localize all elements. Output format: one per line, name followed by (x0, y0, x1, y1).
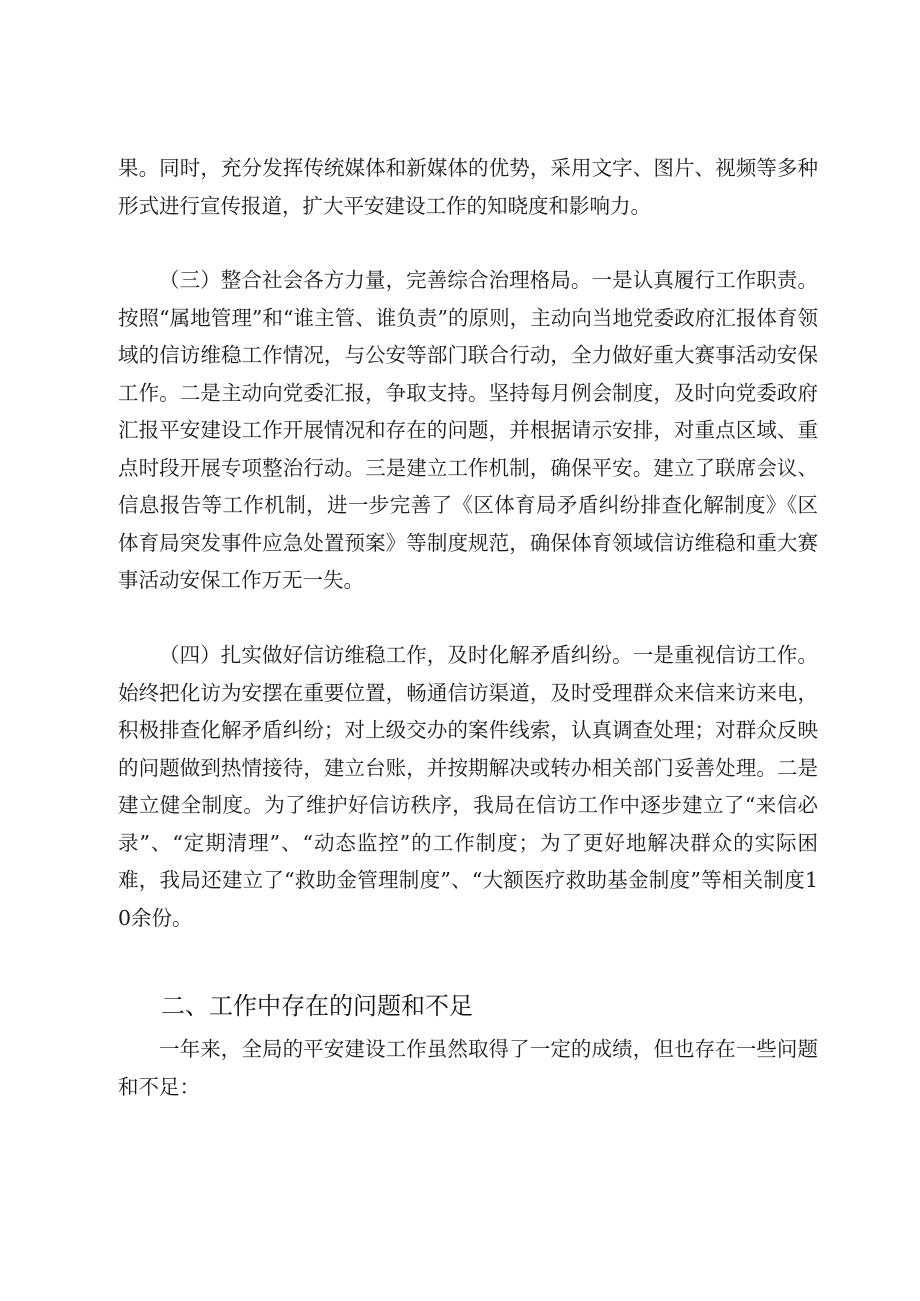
paragraph-section-three: （三）整合社会各方力量，完善综合治理格局。一是认真履行工作职责。按照“属地管理”和“谁主管、谁负责”的原则，主动向当地党委政府汇报体育领域的信访维稳工作情况，与公安等部门联合行动，全力做好重大赛事活动安保工作。二是主动向党委汇报，争取支持。坚持每月例会制度，及时向党委政府汇报平安建设工作开展情况和存在的问题，并根据请示安排，对重点区域、重点时段开展专项整治行动。三是建立工作机制，确保平安。建立了联席会议、信息报告等工作机制，进一步完善了《区体育局矛盾纠纷排查化解制度》《区体育局突发事件应急处置预案》等制度规范，确保体育领域信访维稳和重大赛事活动安保工作万无一失。 (118, 268, 818, 592)
paragraph-publicity-continuation: 果。同时，充分发挥传统媒体和新媒体的优势，采用文字、图片、视频等多种形式进行宣传报道，扩大平安建设工作的知晓度和影响力。 (118, 156, 818, 218)
paragraph-problems-intro: 一年来，全局的平安建设工作虽然取得了一定的成绩，但也存在一些问题和不足： (118, 1037, 818, 1099)
section-heading-problems: 二、工作中存在的问题和不足 (161, 992, 473, 1020)
paragraph-section-four: （四）扎实做好信访维稳工作，及时化解矛盾纠纷。一是重视信访工作。始终把化访为安摆在重要位置，畅通信访渠道，及时受理群众来信来访来电，积极排查化解矛盾纠纷；对上级交办的案件线索，认真调查处理；对群众反映的问题做到热情接待，建立台账，并按期解决或转办相关部门妥善处理。二是建立健全制度。为了维护好信访秩序，我局在信访工作中逐步建立了“来信必录”、“定期清理”、“动态监控”的工作制度；为了更好地解决群众的实际困难，我局还建立了“救助金管理制度”、“大额医疗救助基金制度”等相关制度10余份。 (118, 643, 818, 930)
